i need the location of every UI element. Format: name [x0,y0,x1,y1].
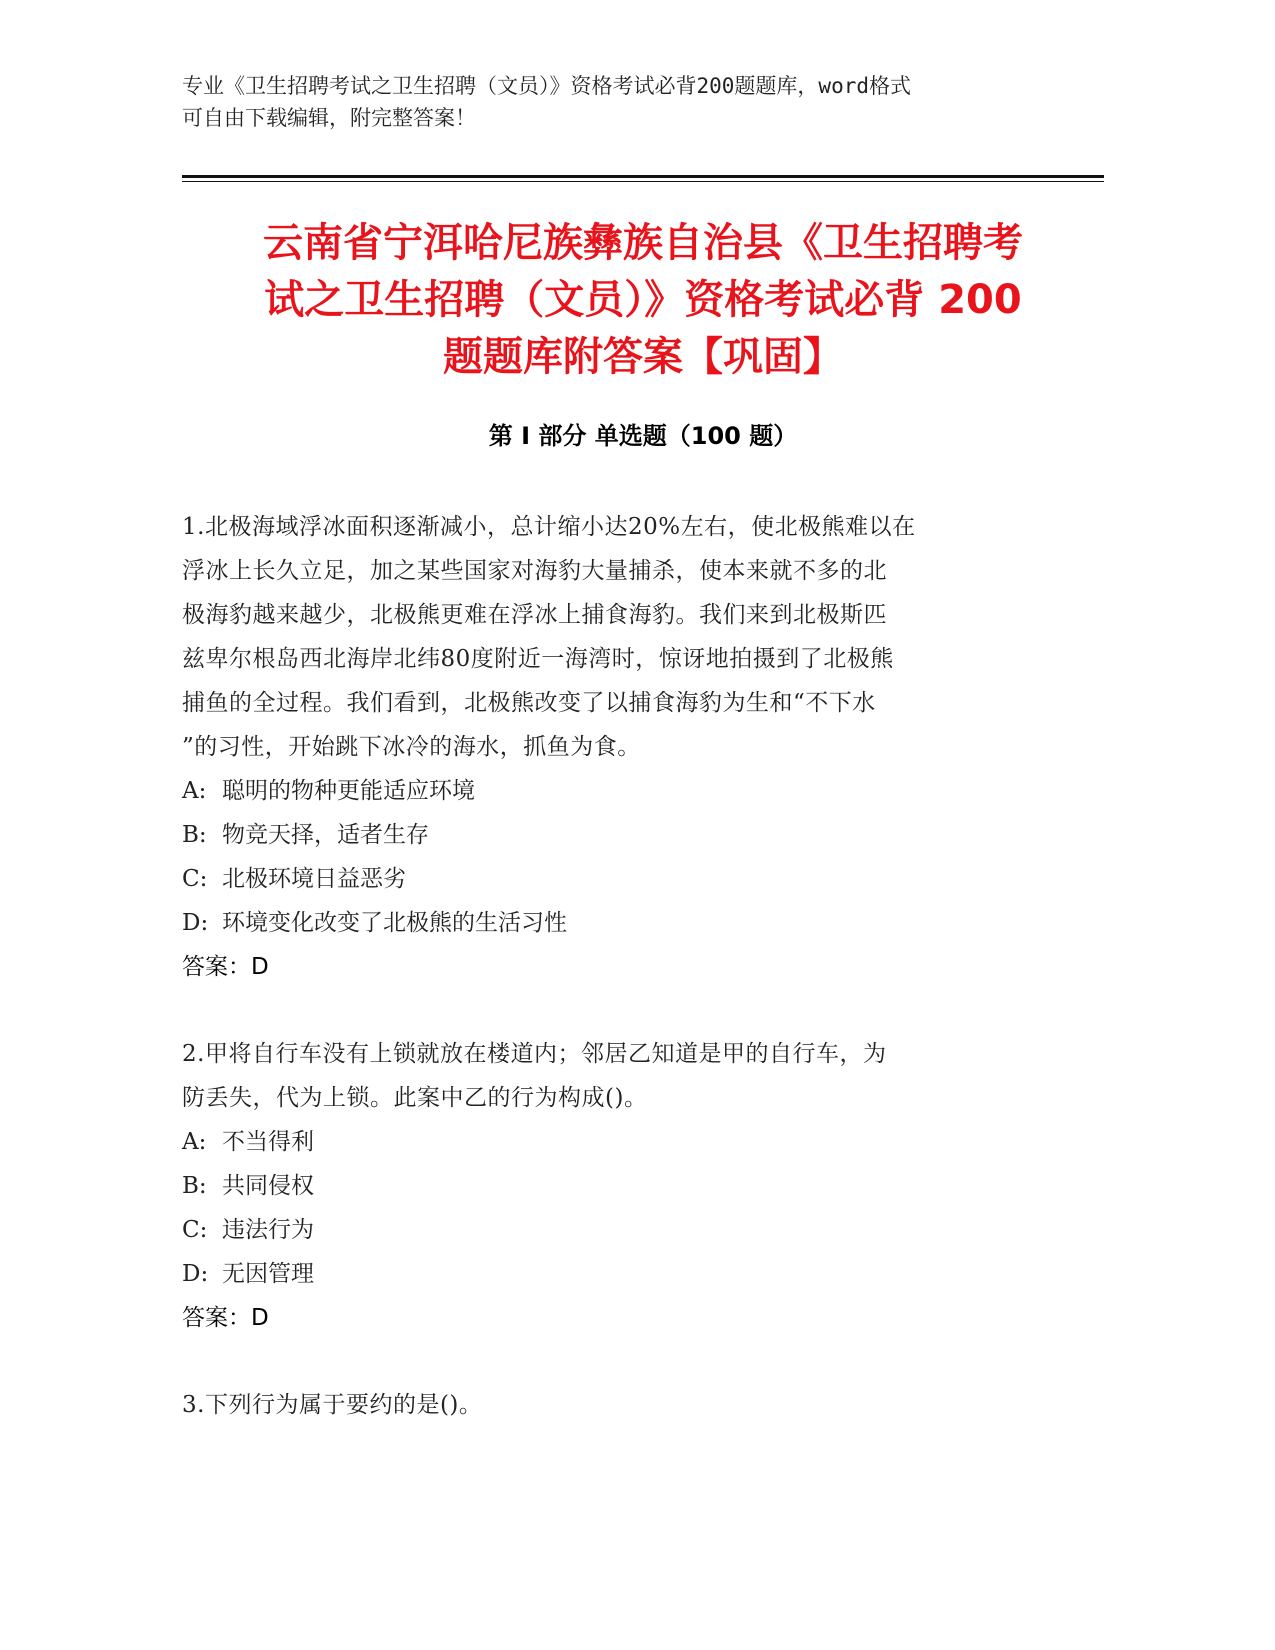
option-label: B: [182,822,207,848]
question-stem-line: 防丢失，代为上锁。此案中乙的行为构成()。 [182,1085,648,1111]
answer-option [182,857,1062,901]
option-text: 聪明的物种更能适应环境 [222,778,475,804]
title-line: 题题库附答案【巩固】 [443,334,843,380]
option-label: A: [182,1129,207,1155]
answer-option [182,813,1062,857]
question-stem-line: 1.北极海域浮冰面积逐渐减小，总计缩小达20%左右，使北极熊难以在 [182,514,916,540]
option-label: C: [182,866,208,892]
option-label: D: [182,910,209,936]
answer-option [182,1120,1062,1164]
answer-key: 答案：D [182,954,269,980]
header-divider-thick [182,175,1104,178]
intro-text [182,70,1062,134]
option-label: D: [182,1261,209,1287]
answer-option [182,901,1062,945]
option-text: 违法行为 [222,1217,314,1243]
question-stem-line: 2.甲将自行车没有上锁就放在楼道内；邻居乙知道是甲的自行车，为 [182,1041,887,1067]
option-text: 环境变化改变了北极熊的生活习性 [222,910,567,936]
question-3 [182,1383,1062,1427]
question-2 [182,1032,1062,1340]
question-1 [182,505,1062,989]
question-list [182,505,1062,1470]
answer-key: 答案：D [182,1305,269,1331]
answer-option [182,1164,1062,1208]
intro-line: 专业《卫生招聘考试之卫生招聘（文员）》资格考试必背200题题库，word格式 [182,74,911,98]
intro-line: 可自由下载编辑，附完整答案！ [182,106,476,130]
question-stem-line: 3.下列行为属于要约的是()。 [182,1392,483,1418]
answer-option [182,1208,1062,1252]
option-label: B: [182,1173,207,1199]
question-stem-line: 捕鱼的全过程。我们看到，北极熊改变了以捕食海豹为生和“不下水 [182,690,876,716]
option-label: A: [182,778,207,804]
question-stem-line: 极海豹越来越少，北极熊更难在浮冰上捕食海豹。我们来到北极斯匹 [182,602,887,628]
question-stem-line: 兹卑尔根岛西北海岸北纬80度附近一海湾时，惊讶地拍摄到了北极熊 [182,646,894,672]
question-stem-line: ”的习性，开始跳下冰冷的海水，抓鱼为食。 [182,734,641,760]
option-text: 北极环境日益恶劣 [222,866,406,892]
option-text: 无因管理 [222,1261,314,1287]
section-heading: 第 I 部分 单选题（100 题） [488,422,798,450]
title-line: 试之卫生招聘（文员）》资格考试必背 200 [264,277,1022,323]
question-stem-line: 浮冰上长久立足，加之某些国家对海豹大量捕杀，使本来就不多的北 [182,558,887,584]
header-divider-thin [182,181,1104,182]
title-line: 云南省宁洱哈尼族彝族自治县《卫生招聘考 [263,220,1023,266]
answer-option [182,1252,1062,1296]
document-title [182,215,1104,386]
answer-option [182,769,1062,813]
option-label: C: [182,1217,208,1243]
option-text: 不当得利 [222,1129,314,1155]
option-text: 物竞天择，适者生存 [222,822,429,848]
option-text: 共同侵权 [222,1173,314,1199]
